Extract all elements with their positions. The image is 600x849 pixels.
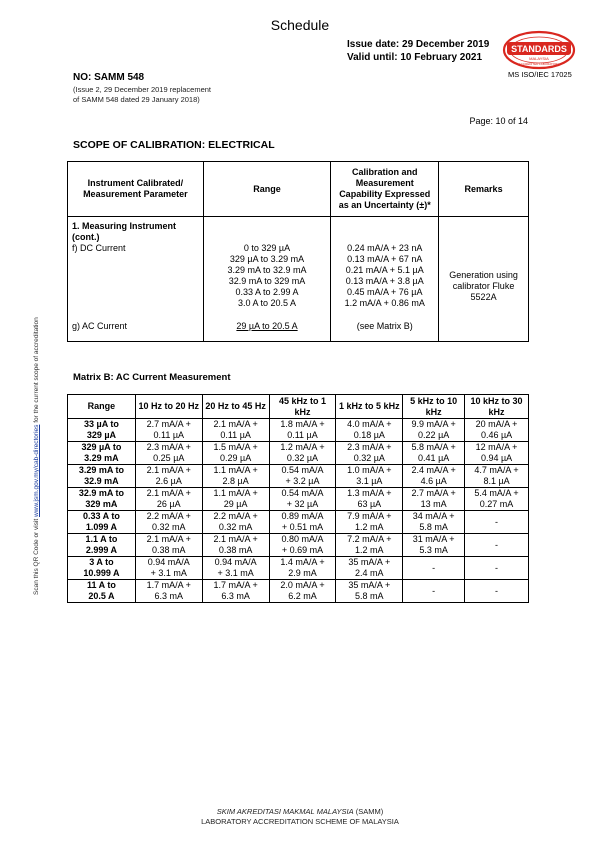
ac-range: 29 µA to 20.5 A (236, 321, 298, 331)
value-line: + 3.1 mA (150, 568, 187, 578)
value-line: 35 mA/A + (348, 580, 391, 590)
table-row (68, 442, 529, 465)
range-line: 329 mA (85, 499, 118, 509)
matrix-value-cell (336, 442, 403, 465)
table-row (68, 488, 529, 511)
dc-range: 329 µA to 3.29 mA (229, 254, 305, 264)
side-note-before: Scan this QR Code or visit (33, 516, 40, 595)
logo-sub: MALAYSIA (529, 56, 549, 61)
value-line: 1.7 mA/A + (146, 580, 191, 590)
matrix-range-cell (68, 442, 136, 465)
matrix-value-cell (202, 419, 269, 442)
value-line: 5.4 mA/A + (474, 488, 519, 498)
table-row (68, 557, 529, 580)
value-line: 2.0 mA/A + (280, 580, 325, 590)
header-range: Range (203, 162, 331, 217)
matrix-header-cell: 20 Hz to 45 Hz (202, 395, 269, 419)
matrix-value-cell (202, 580, 269, 603)
value-line: 1.1 mA/A + (213, 488, 258, 498)
ac-current-label: g) AC Current (72, 321, 128, 331)
value-line: 0.25 µA (153, 453, 185, 463)
side-note-after: for the current scope of accreditation (33, 317, 40, 425)
value-line: 0.27 mA (479, 499, 514, 509)
value-line: 2.3 mA/A + (146, 442, 191, 452)
matrix-value-cell (336, 488, 403, 511)
standards-logo-icon (502, 30, 576, 70)
value-line: 6.2 mA (288, 591, 317, 601)
value-line: 1.2 mA/A + (280, 442, 325, 452)
value-line: 2.7 mA/A + (146, 419, 191, 429)
value-line: 0.89 mA/A (281, 511, 324, 521)
footer (0, 807, 600, 827)
value-line: 2.1 mA/A + (213, 419, 258, 429)
value-line: 5.8 mA/A + (411, 442, 456, 452)
value-line: 4.0 mA/A + (347, 419, 392, 429)
value-line: 2.1 mA/A + (146, 488, 191, 498)
value-line: 7.9 mA/A + (347, 511, 392, 521)
dc-cmc: 0.13 mA/A + 3.8 µA (345, 276, 424, 286)
dc-range: 3.29 mA to 32.9 mA (227, 265, 307, 275)
value-line: 2.2 mA/A + (213, 511, 258, 521)
value-line: 2.4 mA/A + (411, 465, 456, 475)
matrix-value-cell (403, 419, 465, 442)
valid-until: Valid until: 10 February 2021 (347, 52, 483, 63)
value-line: 5.8 mA (419, 522, 448, 532)
value-line: 0.32 mA (218, 522, 253, 532)
value-line: 0.29 µA (220, 453, 252, 463)
value-line: 0.22 µA (418, 430, 450, 440)
value-line: 0.38 mA (218, 545, 253, 555)
table-row (68, 465, 529, 488)
matrix-range-cell (68, 511, 136, 534)
value-line: - (432, 562, 436, 573)
value-line: 0.38 mA (152, 545, 186, 555)
dc-range: 3.0 A to 20.5 A (237, 298, 297, 308)
header-instrument: Instrument Calibrated/ Measurement Parameter (68, 162, 204, 217)
scope-title: SCOPE OF CALIBRATION: ELECTRICAL (73, 139, 275, 151)
issue-date: Issue date: 29 December 2019 (347, 39, 490, 50)
matrix-value-cell (403, 534, 465, 557)
range-line: 1.1 A to (85, 534, 118, 544)
value-line: 0.18 µA (353, 430, 385, 440)
range-line: 11 A to (87, 580, 116, 590)
matrix-value-cell (135, 511, 202, 534)
value-line: 0.41 µA (418, 453, 450, 463)
value-line: 1.4 mA/A + (280, 557, 325, 567)
matrix-range-cell (68, 534, 136, 557)
matrix-value-cell (403, 465, 465, 488)
matrix-value-cell (336, 465, 403, 488)
dc-current-label: f) DC Current (72, 243, 126, 253)
value-line: 0.80 mA/A (281, 534, 324, 544)
range-line: 32.9 mA (84, 476, 119, 486)
table-row (68, 534, 529, 557)
value-line: 2.2 mA/A + (146, 511, 191, 521)
matrix-value-cell (269, 465, 336, 488)
value-line: 8.1 µA (483, 476, 510, 486)
value-line: 2.1 mA/A + (213, 534, 258, 544)
iso-standard: MS ISO/IEC 17025 (508, 70, 572, 79)
matrix-value-cell (403, 580, 465, 603)
matrix-value-cell (465, 465, 529, 488)
value-line: 2.1 mA/A + (146, 465, 191, 475)
value-line: 2.4 mA (355, 568, 384, 578)
matrix-value-cell (135, 534, 202, 557)
range-line: 1.099 A (85, 522, 118, 532)
matrix-title: Matrix B: AC Current Measurement (73, 372, 231, 383)
value-line: 6.3 mA (221, 591, 250, 601)
matrix-value-cell (202, 465, 269, 488)
dc-cmc: 0.13 mA/A + 67 nA (347, 254, 423, 264)
standards-malaysia-logo (502, 30, 576, 75)
matrix-value-cell (269, 580, 336, 603)
footer-line-1 (0, 807, 600, 817)
matrix-value-cell (202, 511, 269, 534)
matrix-header-cell: 5 kHz to 10 kHz (403, 395, 465, 419)
value-line: 2.9 mA (288, 568, 317, 578)
dc-cmc: 0.45 mA/A + 76 µA (346, 287, 423, 297)
replacement-line-2: of SAMM 548 dated 29 January 2018) (73, 95, 200, 104)
matrix-range-cell (68, 419, 136, 442)
dc-cmc: 0.21 mA/A + 5.1 µA (345, 265, 424, 275)
logo-text: STANDARDS (511, 44, 567, 54)
header-remarks: Remarks (439, 162, 529, 217)
value-line: + 3.1 mA (217, 568, 254, 578)
dc-cmc: 0.24 mA/A + 23 nA (347, 243, 423, 253)
value-line: 63 µA (357, 499, 382, 509)
matrix-range-cell (68, 580, 136, 603)
matrix-header-cell: 10 kHz to 30 kHz (465, 395, 529, 419)
matrix-header-cell: 45 kHz to 1 kHz (269, 395, 336, 419)
value-line: + 0.51 mA (281, 522, 324, 532)
value-line: - (495, 516, 499, 527)
side-note (33, 275, 43, 595)
matrix-value-cell (336, 534, 403, 557)
matrix-value-cell (135, 580, 202, 603)
matrix-value-cell (269, 557, 336, 580)
matrix-value-cell (336, 419, 403, 442)
matrix-value-cell (269, 488, 336, 511)
matrix-value-cell (403, 557, 465, 580)
matrix-value-cell (465, 580, 529, 603)
header-cmc: Calibration and Measurement Capability Expressed as an Uncertainty (±)* (331, 162, 439, 217)
value-line: 0.11 µA (287, 430, 318, 440)
matrix-value-cell (135, 488, 202, 511)
matrix-header-cell: 1 kHz to 5 kHz (336, 395, 403, 419)
matrix-value-cell (269, 511, 336, 534)
value-line: 1.7 mA/A + (213, 580, 258, 590)
dc-range: 32.9 mA to 329 mA (228, 276, 306, 286)
value-line: 1.0 mA/A + (347, 465, 392, 475)
dc-range: 0 to 329 µA (243, 243, 291, 253)
value-line: 0.54 mA/A (281, 465, 324, 475)
value-line: + 0.69 mA (281, 545, 324, 555)
footer-samm: (SAMM) (353, 807, 384, 816)
matrix-value-cell (465, 557, 529, 580)
value-line: 0.94 mA/A (214, 557, 257, 567)
range-line: 329 µA (86, 430, 117, 440)
matrix-range-cell (68, 557, 136, 580)
range-line: 10.999 A (83, 568, 120, 578)
value-line: 0.94 mA/A (147, 557, 190, 567)
value-line: 20 mA/A + (475, 419, 518, 429)
value-line: 2.1 mA/A + (146, 534, 191, 544)
matrix-header-cell: Range (68, 395, 136, 419)
scope-table (67, 161, 529, 342)
matrix-value-cell (465, 511, 529, 534)
value-line: 5.3 mA (419, 545, 448, 555)
footer-line-2: LABORATORY ACCREDITATION SCHEME OF MALAYSIA (201, 817, 399, 826)
matrix-header-row (68, 395, 529, 419)
instrument-cell (68, 217, 204, 342)
table-row (68, 511, 529, 534)
remarks-text: Generation using calibrator Fluke 5522A (449, 270, 518, 302)
value-line: 1.3 mA/A + (347, 488, 392, 498)
matrix-value-cell (465, 442, 529, 465)
value-line: 26 µA (156, 499, 181, 509)
matrix-value-cell (403, 511, 465, 534)
value-line: 0.32 mA (152, 522, 186, 532)
value-line: 34 mA/A + (412, 511, 455, 521)
value-line: - (432, 585, 436, 596)
value-line: 3.1 µA (356, 476, 383, 486)
value-line: - (495, 539, 499, 550)
matrix-body (68, 419, 529, 603)
value-line: 4.6 µA (420, 476, 447, 486)
value-line: 0.94 µA (480, 453, 513, 463)
matrix-value-cell (135, 465, 202, 488)
matrix-value-cell (269, 534, 336, 557)
value-line: 7.2 mA/A + (347, 534, 392, 544)
value-line: 1.8 mA/A + (280, 419, 325, 429)
matrix-range-cell (68, 488, 136, 511)
value-line: 2.6 µA (155, 476, 182, 486)
ac-cmc: (see Matrix B) (356, 321, 413, 331)
range-cell (203, 217, 331, 342)
matrix-value-cell (336, 511, 403, 534)
range-line: 3.29 mA (84, 453, 119, 463)
matrix-value-cell (202, 557, 269, 580)
value-line: 0.46 µA (480, 430, 513, 440)
page-number: Page: 10 of 14 (469, 116, 528, 126)
matrix-value-cell (135, 419, 202, 442)
value-line: 2.7 mA/A + (411, 488, 456, 498)
value-line: 0.11 µA (220, 430, 251, 440)
matrix-b-table (67, 394, 529, 603)
matrix-value-cell (336, 580, 403, 603)
value-line: 13 mA (420, 499, 447, 509)
certificate-number: NO: SAMM 548 (73, 72, 145, 83)
matrix-value-cell (202, 534, 269, 557)
value-line: 2.3 mA/A + (347, 442, 392, 452)
value-line: 6.3 mA (154, 591, 184, 601)
range-line: 32.9 mA to (78, 488, 125, 498)
value-line: 1.1 mA/A + (213, 465, 258, 475)
value-line: 0.54 mA/A (281, 488, 324, 498)
value-line: 0.32 µA (353, 453, 385, 463)
matrix-range-cell (68, 465, 136, 488)
matrix-value-cell (465, 488, 529, 511)
value-line: 31 mA/A + (412, 534, 455, 544)
range-line: 3.29 mA to (78, 465, 125, 475)
replacement-line-1: (Issue 2, 29 December 2019 replacement (73, 85, 211, 94)
value-line: 1.2 mA (355, 545, 384, 555)
value-line: - (495, 562, 499, 573)
value-line: 29 µA (223, 499, 248, 509)
value-line: + 32 µA (286, 499, 319, 509)
value-line: 0.32 µA (286, 453, 319, 463)
matrix-header-cell: 10 Hz to 20 Hz (135, 395, 202, 419)
value-line: 35 mA/A + (348, 557, 391, 567)
matrix-value-cell (202, 488, 269, 511)
value-line: 0.11 µA (153, 430, 185, 440)
scope-table-header (68, 162, 529, 217)
dc-range: 0.33 A to 2.99 A (235, 287, 299, 297)
range-line: 329 µA to (81, 442, 122, 452)
matrix-value-cell (403, 488, 465, 511)
matrix-value-cell (465, 534, 529, 557)
replacement-note (73, 85, 211, 105)
directory-link[interactable]: www.jsm.gov.my/cab-directories (33, 424, 40, 517)
footer-scheme-malay: SKIM AKREDITASI MAKMAL MALAYSIA (216, 807, 354, 816)
table-row (68, 580, 529, 603)
value-line: + 3.2 µA (285, 476, 320, 486)
range-line: 33 µA to (84, 419, 119, 429)
value-line: 12 mA/A + (475, 442, 518, 452)
cmc-cell (331, 217, 439, 342)
matrix-value-cell (465, 419, 529, 442)
value-line: 1.5 mA/A + (213, 442, 258, 452)
value-line: 2.8 µA (222, 476, 249, 486)
range-line: 20.5 A (88, 591, 115, 601)
dc-cmc: 1.2 mA/A + 0.86 mA (344, 298, 425, 308)
matrix-value-cell (135, 557, 202, 580)
range-line: 2.999 A (85, 545, 118, 555)
table-row (68, 419, 529, 442)
value-line: - (495, 585, 499, 596)
value-line: 4.7 mA/A + (474, 465, 519, 475)
section-heading: 1. Measuring Instrument (cont.) (72, 221, 177, 242)
logo-ring-text: ACCREDITED LABORATORY (518, 62, 560, 66)
range-line: 0.33 A to (83, 511, 120, 521)
issue-block (347, 38, 489, 64)
range-line: 3 A to (89, 557, 114, 567)
schedule-title: Schedule (270, 17, 330, 33)
remarks-cell (439, 217, 529, 342)
matrix-value-cell (336, 557, 403, 580)
scope-table-body (68, 217, 529, 342)
matrix-value-cell (202, 442, 269, 465)
value-line: 1.2 mA (355, 522, 384, 532)
matrix-value-cell (269, 419, 336, 442)
matrix-value-cell (403, 442, 465, 465)
value-line: 9.9 mA/A + (411, 419, 456, 429)
matrix-value-cell (135, 442, 202, 465)
value-line: 5.8 mA (355, 591, 384, 601)
matrix-value-cell (269, 442, 336, 465)
